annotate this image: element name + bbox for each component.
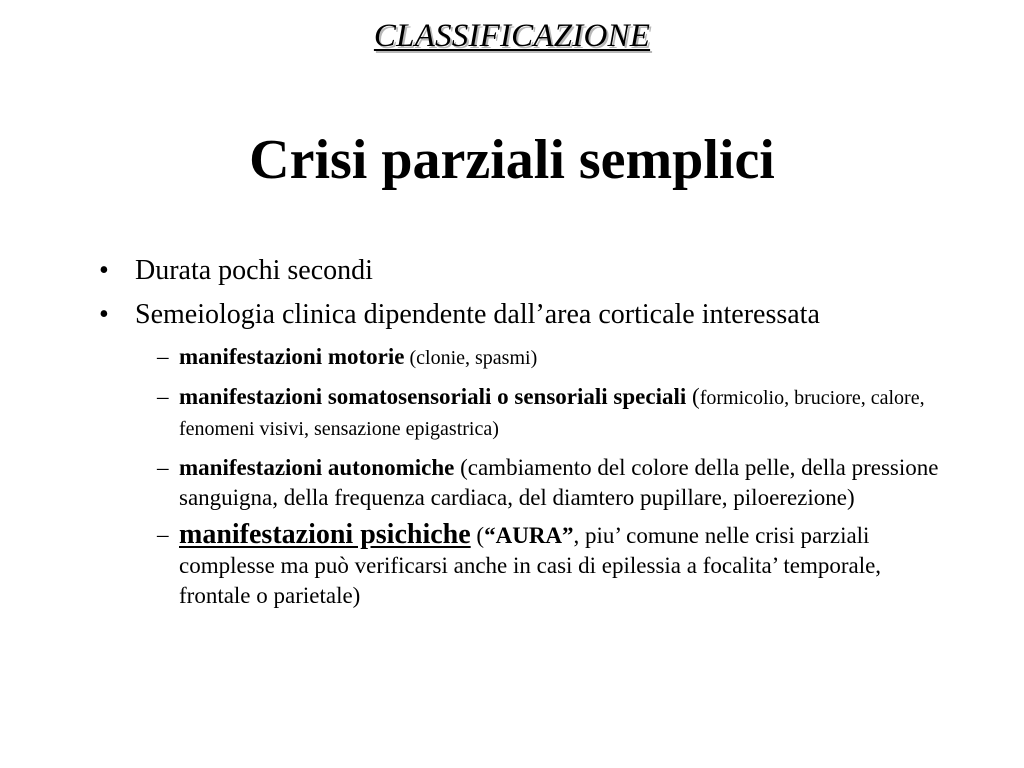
sub-item-psichiche bbox=[96, 520, 957, 611]
sub-item-detail: , piu’ comune nelle crisi parziali complesse ma può verificarsi anche in casi di epilessia a focalita’ temporale, frontale o parietale) bbox=[179, 523, 882, 608]
sub-item-label: manifestazioni autonomiche bbox=[179, 455, 455, 480]
sub-item-label: manifestazioni motorie bbox=[179, 344, 405, 369]
sub-item-autonomiche bbox=[96, 453, 957, 513]
bullet-item bbox=[96, 254, 976, 287]
sub-item-somatosensoriali bbox=[96, 382, 957, 444]
sub-marker: – bbox=[157, 384, 169, 409]
sub-item-quote-prefix: ( bbox=[470, 523, 485, 548]
sub-item-detail: (cambiamento del colore della pelle, della pressione sanguigna, della frequenza cardiaca, del diamtero pupillare, piloerezione) bbox=[179, 455, 939, 510]
sub-marker: – bbox=[157, 455, 169, 480]
sub-item-detail: formicolio, bruciore, calore, fenomeni visivi, sensazione epigastrica) bbox=[179, 387, 925, 440]
sub-item-open-paren: ( bbox=[686, 384, 700, 409]
sub-item-label: manifestazioni somatosensoriali o sensoriali speciali bbox=[179, 384, 687, 409]
bullet-text: Semeiologia clinica dipendente dall’area corticale interessata bbox=[135, 299, 820, 330]
sub-marker: – bbox=[157, 522, 169, 547]
bullet-marker: • bbox=[99, 299, 109, 330]
sub-item-aura-quote: “AURA” bbox=[484, 523, 574, 548]
sub-marker: – bbox=[157, 344, 169, 369]
sub-item-label: manifestazioni psichiche bbox=[179, 519, 471, 550]
slide-title: Crisi parziali semplici bbox=[249, 129, 775, 191]
sub-item-motorie bbox=[96, 342, 957, 373]
slide-body bbox=[96, 254, 976, 620]
bullet-text: Durata pochi secondi bbox=[135, 255, 373, 286]
sub-item-detail: (clonie, spasmi) bbox=[404, 347, 538, 369]
bullet-marker: • bbox=[99, 255, 109, 286]
bullet-item bbox=[96, 298, 976, 331]
slide-heading: CLASSIFICAZIONE bbox=[373, 18, 651, 54]
